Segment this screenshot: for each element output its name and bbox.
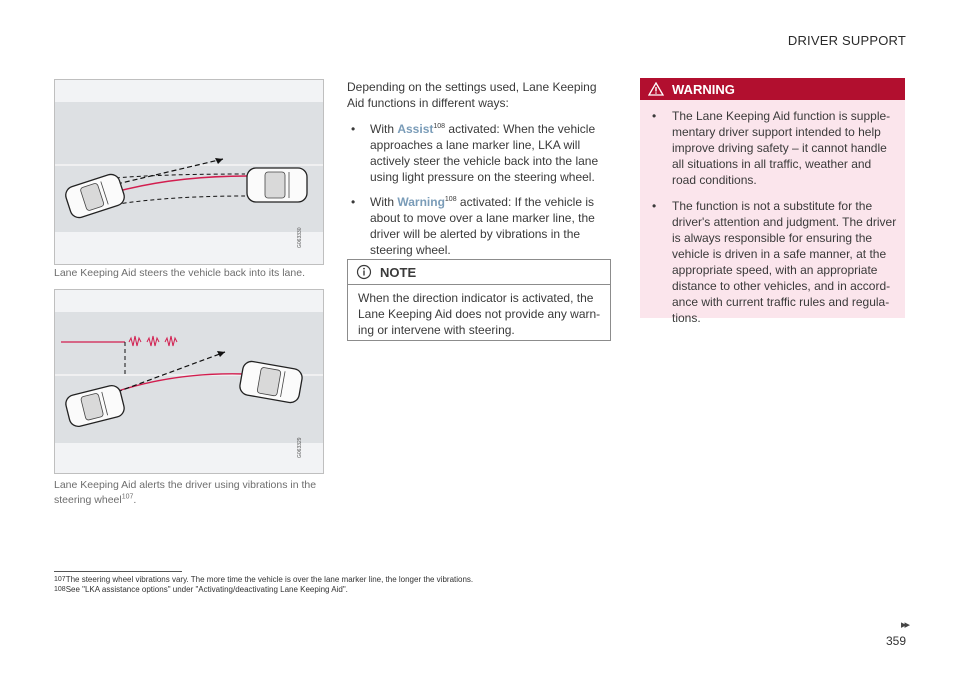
footnote-ref: 107	[121, 493, 134, 501]
bullet-dot: •	[351, 195, 356, 209]
figure-caption: Lane Keeping Aid steers the vehicle back into its lane.	[54, 267, 305, 279]
figure-caption	[54, 478, 326, 508]
lane-steer-figure	[54, 79, 324, 265]
bullet-dot: •	[351, 122, 356, 136]
bullet-dot: •	[652, 109, 657, 123]
section-header: DRIVER SUPPORT	[787, 33, 906, 48]
page-number: 359	[885, 634, 906, 648]
bullet-text: activated: If the vehicle is about to move over a lane marker line, the driver will be alerted by vibrations in the steering wheel.	[370, 195, 595, 257]
intro-paragraph: Depending on the settings used, Lane Keeping Aid functions in different ways:	[347, 80, 597, 110]
list-item	[347, 194, 613, 258]
footnote	[54, 575, 473, 585]
note-header	[348, 260, 610, 285]
list-item	[648, 198, 897, 326]
lane-alert-figure	[54, 289, 324, 474]
main-text	[347, 79, 613, 267]
bullet-dot: •	[652, 199, 657, 213]
warning-triangle-icon	[648, 82, 664, 96]
footnote-ref: 108	[444, 196, 457, 203]
bullet-prefix: With	[370, 195, 398, 209]
lane-steer-illustration	[55, 80, 323, 264]
figure-code: G063329	[297, 437, 303, 458]
warning-keyword: Warning	[397, 195, 445, 209]
caption-text: Lane Keeping Aid alerts the driver using vibrations in the steering wheel	[54, 479, 317, 506]
warning-box	[640, 78, 905, 325]
bullet-text: activated: When the vehicle approaches a lane marker line, LKA will actively steer the vehicle back into the lane using light pressure on the steering wheel.	[370, 122, 599, 184]
list-item	[648, 108, 897, 188]
footnote-number: 107	[54, 576, 66, 583]
footnote-number: 108	[54, 586, 66, 593]
caption-end: .	[133, 494, 137, 506]
warning-body	[640, 100, 905, 326]
warning-title: WARNING	[672, 81, 735, 97]
figure-code: G063330	[297, 227, 303, 248]
lane-alert-illustration	[55, 290, 323, 473]
note-title: NOTE	[380, 264, 417, 280]
note-body: When the direction indicator is activated, the Lane Keeping Aid does not provide any warn-ing or intervene with steering.	[358, 291, 601, 337]
info-circle-icon	[356, 264, 372, 280]
footnote-text: The steering wheel vibrations vary. The more time the vehicle is over the lane marker line, the longer the vibrations.	[65, 575, 474, 584]
warning-header	[640, 78, 905, 100]
footnote-ref: 108	[433, 123, 446, 130]
footnote-divider	[54, 571, 182, 572]
footnote	[54, 585, 348, 595]
bullet-prefix: With	[370, 122, 398, 136]
footnote-text: See "LKA assistance options" under "Activating/deactivating Lane Keeping Aid".	[65, 585, 348, 594]
assist-keyword: Assist	[397, 122, 434, 136]
bullet-text: The function is not a substitute for the driver's attention and judgment. The driver is always responsible for ensuring the vehicle is driven in a safe manner, at the appropriate speed, with an appropriate distance to other vehicles, and in accord-ance with current traffic rules and regula-tions.	[672, 199, 897, 325]
list-item	[347, 121, 613, 185]
next-page-arrows-icon[interactable]: ▸▸	[900, 619, 908, 631]
note-box	[347, 259, 611, 341]
bullet-text: The Lane Keeping Aid function is supple-mentary driver support intended to help improve driving safety – it cannot handle all situations in all traffic, weather and road conditions.	[672, 109, 891, 187]
